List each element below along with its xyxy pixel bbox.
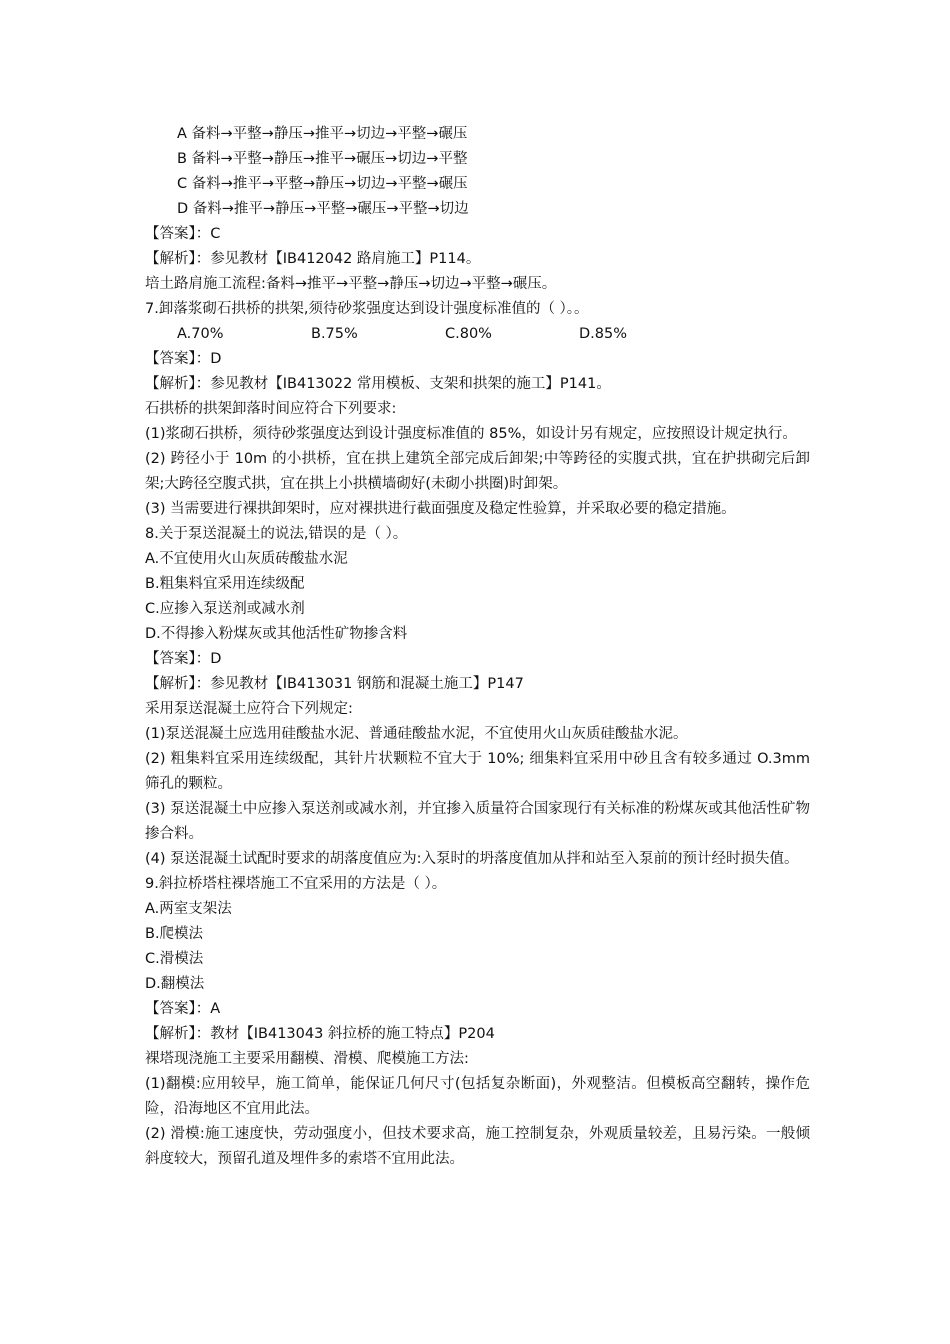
- q8-body-2: (2) 粗集料宜采用连续级配，其针片状颗粒不宜大于 10%; 细集料宜采用中砂且含有较多通过 O.3mm 筛孔的颗粒。: [145, 751, 810, 792]
- q8-body-4: (4) 泵送混凝土试配时要求的胡落度值应为:入泵时的坍落度值加从拌和站至入泵前的预计经时损失值。: [145, 851, 799, 867]
- q6-body: 培土路肩施工流程:备料→推平→平整→静压→切边→平整→碾压。: [145, 276, 557, 292]
- q9-option-d: D.翻模法: [145, 976, 205, 992]
- q8-option-a: A.不宜使用火山灰质砖酸盐水泥: [145, 551, 348, 567]
- q7-body-0: 石拱桥的拱架卸落时间应符合下列要求:: [145, 401, 397, 417]
- q6-analysis: 【解析】：参见教材【IB412042 路肩施工】P114。: [145, 251, 481, 267]
- q8-option-c: C.应掺入泵送剂或减水剂: [145, 601, 305, 617]
- q8-option-d: D.不得掺入粉煤灰或其他活性矿物掺含料: [145, 626, 408, 642]
- q6-option-b: B 备料→平整→静压→推平→碾压→切边→平整: [177, 151, 468, 167]
- q8-body-1: (1)泵送混凝土应选用硅酸盐水泥、普通硅酸盐水泥，不宜使用火山灰质硅酸盐水泥。: [145, 726, 688, 742]
- q9-option-c: C.滑模法: [145, 951, 204, 967]
- q7-options: [145, 322, 810, 347]
- q7-analysis: 【解析】：参见教材【IB413022 常用模板、支架和拱架的施工】P141。: [145, 376, 611, 392]
- q9-body-0: 裸塔现浇施工主要采用翻模、滑模、爬模施工方法:: [145, 1051, 469, 1067]
- q7-option-d: D.85%: [579, 326, 628, 342]
- q9-option-a: A.两室支架法: [145, 901, 232, 917]
- q7-answer: 【答案】：D: [145, 351, 222, 367]
- q9-analysis: 【解析】：教材【IB413043 斜拉桥的施工特点】P204: [145, 1026, 495, 1042]
- q6-answer: 【答案】：C: [145, 226, 221, 242]
- q9-answer: 【答案】：A: [145, 1001, 221, 1017]
- q9-question: 9.斜拉桥塔柱裸塔施工不宜采用的方法是（ ）。: [145, 876, 447, 892]
- q8-body-0: 采用泵送混凝土应符合下列规定:: [145, 701, 353, 717]
- q7-body-1: (1)浆砌石拱桥，须待砂浆强度达到设计强度标准值的 85%，如设计另有规定，应按照设计规定执行。: [145, 426, 797, 442]
- q7-body-3: (3) 当需要进行裸拱卸架时，应对裸拱进行截面强度及稳定性验算，并采取必要的稳定措施。: [145, 501, 736, 517]
- q8-question: 8.关于泵送混凝土的说法,错误的是（ ）。: [145, 526, 408, 542]
- q6-option-c: C 备料→推平→平整→静压→切边→平整→碾压: [177, 176, 468, 192]
- q6-option-d: D 备料→推平→静压→平整→碾压→平整→切边: [177, 201, 469, 217]
- q7-question: 7.卸落浆砌石拱桥的拱架,须待砂浆强度达到设计强度标准值的（ ）。。: [145, 301, 589, 317]
- q8-analysis: 【解析】：参见教材【IB413031 钢筋和混凝土施工】P147: [145, 676, 524, 692]
- q7-option-a: A.70%: [177, 326, 224, 342]
- q7-option-c: C.80%: [445, 326, 492, 342]
- q8-option-b: B.粗集料宜采用连续级配: [145, 576, 305, 592]
- q7-option-b: B.75%: [311, 326, 358, 342]
- q9-body-2: (2) 滑模:施工速度快，劳动强度小，但技术要求高，施工控制复杂，外观质量较差，且易污染。一般倾斜度较大，预留孔道及埋件多的索塔不宜用此法。: [145, 1126, 810, 1167]
- q8-answer: 【答案】：D: [145, 651, 222, 667]
- q8-body-3: (3) 泵送混凝土中应掺入泵送剂或减水剂，并宜掺入质量符合国家现行有关标准的粉煤灰或其他活性矿物掺合料。: [145, 801, 810, 842]
- document-page: [145, 122, 810, 1172]
- q6-option-a: A 备料→平整→静压→推平→切边→平整→碾压: [177, 126, 468, 142]
- q7-body-2: (2) 跨径小于 10m 的小拱桥，宜在拱上建筑全部完成后卸架;中等跨径的实腹式拱，宜在护拱砌完后卸架;大跨径空腹式拱，宜在拱上小拱横墙砌好(未砌小拱圈)时卸架。: [145, 451, 810, 492]
- q9-body-1: (1)翻模:应用较早，施工简单，能保证几何尺寸(包括复杂断面)，外观整洁。但模板高空翻转，操作危险，沿海地区不宜用此法。: [145, 1076, 810, 1117]
- q9-option-b: B.爬模法: [145, 926, 204, 942]
